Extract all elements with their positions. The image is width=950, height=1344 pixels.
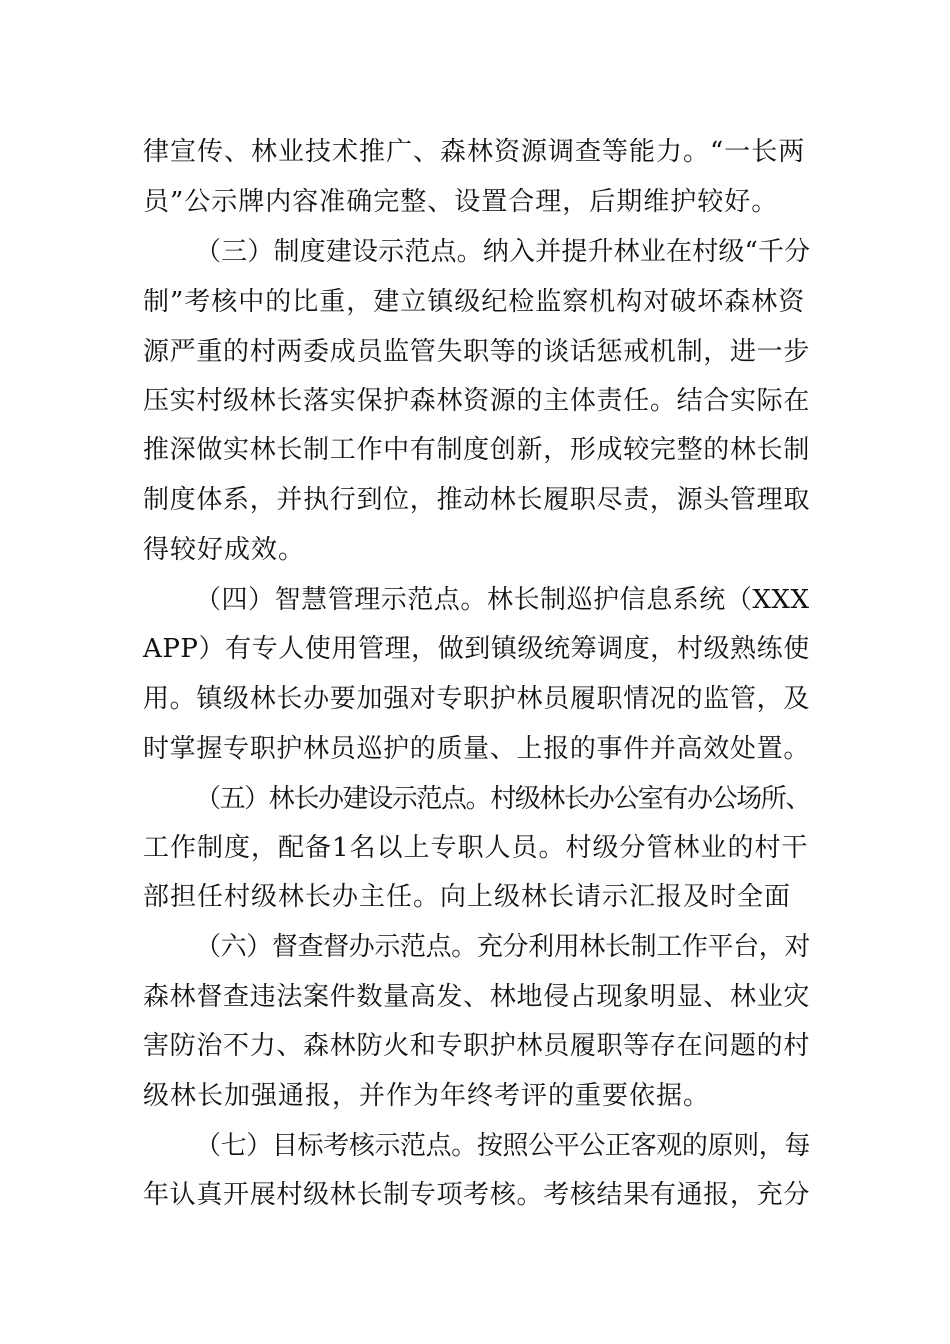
text-line: 级林长加强通报，并作为年终考评的重要依据。 [143,1081,711,1111]
text-line: 制度体系，并执行到位，推动林长履职尽责，源头管理取 [143,485,811,515]
paragraph-heading-7: （七）目标考核示范点。按照公平公正客观的原则，每 [195,1131,811,1161]
paragraph-heading-4: （四）智慧管理示范点。林长制巡护信息系统（XXX [195,585,810,615]
text-line: 律宣传、林业技术推广、森林资源调查等能力。“一长两 [143,137,806,167]
paragraph-heading-5: （五）林长办建设示范点。村级林长办公室有办公场所、 [195,784,811,814]
paragraph-heading-3: （三）制度建设示范点。纳入并提升林业在村级“千分 [195,237,811,267]
text-line: 源严重的村两委成员监管失职等的谈话惩戒机制，进一步 [143,337,811,367]
text-line: APP）有专人使用管理，做到镇级统筹调度，村级熟练使 [143,634,810,664]
paragraph-heading-6: （六）督查督办示范点。充分利用林长制工作平台，对 [195,932,811,962]
text-line: 推深做实林长制工作中有制度创新，形成较完整的林长制 [143,435,811,465]
text-line: 森林督查违法案件数量高发、林地侵占现象明显、林业灾 [143,982,811,1012]
text-line: 压实村级林长落实保护森林资源的主体责任。结合实际在 [143,386,811,416]
text-line: 员”公示牌内容准确完整、设置合理，后期维护较好。 [143,187,779,217]
text-line: 得较好成效。 [143,535,306,565]
text-line: 部担任村级林长办主任。向上级林长请示汇报及时全面 [143,882,792,912]
text-line: 时掌握专职护林员巡护的质量、上报的事件并高效处置。 [143,734,811,764]
text-line: 工作制度，配备1名以上专职人员。村级分管林业的村干 [143,833,809,863]
text-line: 年认真开展村级林长制专项考核。考核结果有通报，充分 [143,1180,811,1210]
text-line: 用。镇级林长办要加强对专职护林员履职情况的监管，及 [143,684,811,714]
text-line: 害防治不力、森林防火和专职护林员履职等存在问题的村 [143,1031,811,1061]
text-line: 制”考核中的比重，建立镇级纪检监察机构对破坏森林资 [143,287,806,317]
